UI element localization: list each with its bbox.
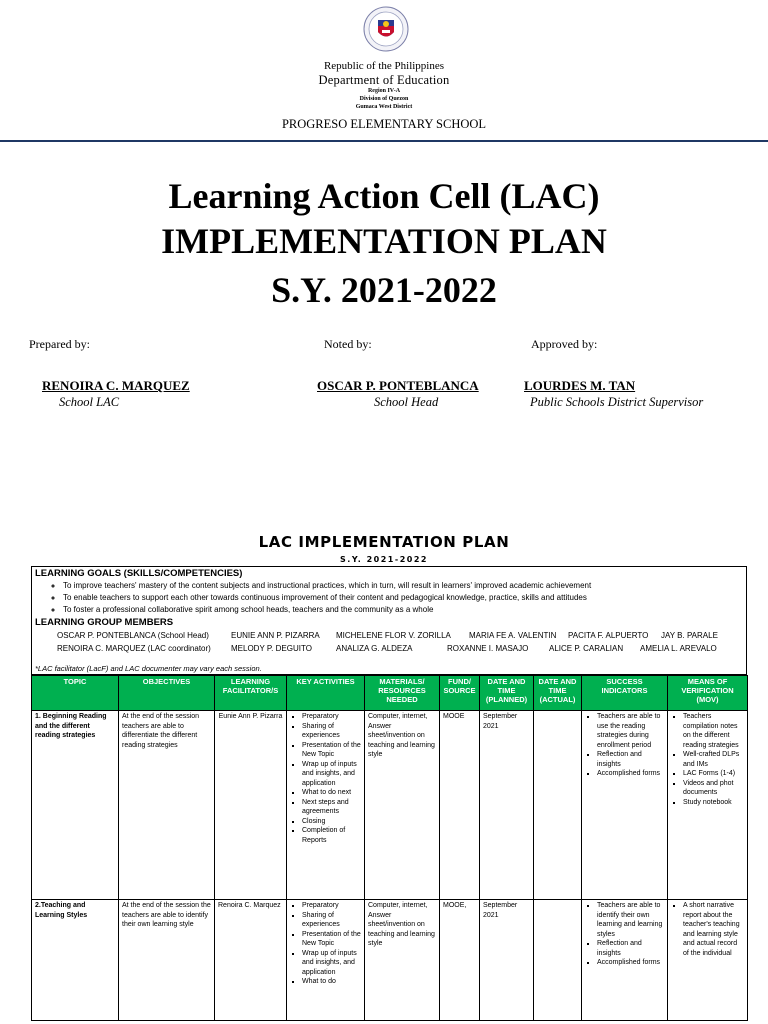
approved-by-label: Approved by: [531, 337, 598, 351]
indicator-item: ▪ Teachers are able to identify their own learning and learning styles [597, 901, 664, 939]
fund-cell: MOOE, [440, 900, 480, 1021]
mov-item: ▪ Well-crafted DLPs and IMs [683, 750, 744, 769]
prepared-by-name: RENOIRA C. MARQUEZ [42, 378, 190, 393]
plan-school-year: S.Y. 2021-2022 [340, 555, 428, 564]
indicator-item: ▪ Reflection and insights [597, 750, 664, 769]
mov-cell [668, 711, 748, 900]
indicator-item: ▪ Teachers are able to use the reading strategies during enrollment period [597, 712, 664, 750]
activity-item: ▪ Next steps and agreements [302, 798, 361, 817]
objectives-cell: At the end of the session teachers are able to differentiate the different reading strategies [119, 711, 215, 900]
member-name: MICHELENE FLOR V. ZORILLA [336, 631, 451, 640]
materials-cell: Computer, internet, Answer sheet/invention on teaching and learning style [365, 711, 440, 900]
document-title-line3: S.Y. 2021-2022 [271, 270, 497, 310]
learning-goal-item: ◦ To improve teachers' mastery of the content subjects and instructional practices, which in turn, will result in learners' improved academic achievement [63, 580, 591, 592]
facilitator-note: *LAC facilitator (LacF) and LAC documenter may vary each session. [35, 664, 262, 673]
header-division: Division of Quezon [359, 96, 409, 102]
activities-cell [287, 711, 365, 900]
member-name: EUNIE ANN P. PIZARRA [231, 631, 320, 640]
mov-item: ▪ Videos and phot documents [683, 779, 744, 798]
activity-item: ▪ Presentation of the New Topic [302, 741, 361, 760]
member-name: OSCAR P. PONTEBLANCA (School Head) [57, 631, 209, 640]
activity-item: ▪ Wrap up of inputs and insights, and application [302, 949, 361, 978]
activity-item: ▪ Completion of Reports [302, 826, 361, 845]
activity-item: ▪ What to do next [302, 788, 361, 798]
column-header: TOPIC [32, 676, 119, 711]
document-title-line2: IMPLEMENTATION PLAN [161, 221, 607, 261]
implementation-plan-table [31, 675, 748, 1021]
mov-item: ▪ Study notebook [683, 798, 744, 808]
prepared-by-role: School LAC [59, 395, 120, 409]
activity-item: ▪ Preparatory [302, 901, 361, 911]
member-name: ROXANNE I. MASAJO [447, 644, 529, 653]
facilitator-cell: Eunie Ann P. Pizarra [215, 711, 287, 900]
learning-goals-list [32, 580, 591, 616]
column-header: LEARNING FACILITATOR/S [215, 676, 287, 711]
member-name: PACITA F. ALPUERTO [568, 631, 649, 640]
activity-item: ▪ Closing [302, 817, 361, 827]
mov-item: ▪ A short narrative report about the teacher's teaching and learning style and actual record of the individual [683, 901, 744, 958]
activity-item: ▪ What to do [302, 977, 361, 987]
member-name: RENOIRA C. MARQUEZ (LAC coordinator) [57, 644, 211, 653]
header-divider [0, 140, 768, 142]
column-header: MATERIALS/ RESOURCES NEEDED [365, 676, 440, 711]
learning-goals-box [31, 566, 747, 675]
column-header: SUCCESS INDICATORS [582, 676, 668, 711]
member-name: MELODY P. DEGUITO [231, 644, 312, 653]
activity-item: ▪ Sharing of experiences [302, 911, 361, 930]
column-header: KEY ACTIVITIES [287, 676, 365, 711]
deped-seal-logo [363, 6, 409, 52]
fund-cell: MOOE [440, 711, 480, 900]
plan-title: LAC IMPLEMENTATION PLAN [258, 533, 510, 551]
column-header: OBJECTIVES [119, 676, 215, 711]
objectives-cell: At the end of the session the teachers are able to identify their own learning style [119, 900, 215, 1021]
approved-by-role: Public Schools District Supervisor [530, 395, 704, 409]
mov-cell [668, 900, 748, 1021]
materials-cell: Computer, internet, Answer sheet/invention on teaching and learning style [365, 900, 440, 1021]
member-name: ANALIZA G. ALDEZA [336, 644, 413, 653]
indicator-item: ▪ Accomplished forms [597, 769, 664, 779]
activities-cell [287, 900, 365, 1021]
date-planned-cell: September 2021 [480, 711, 534, 900]
column-header: MEANS OF VERIFICATION (MOV) [668, 676, 748, 711]
header-district: Gumaca West District [355, 104, 413, 110]
noted-by-name: OSCAR P. PONTEBLANCA [317, 378, 479, 393]
member-name: ALICE P. CARALIAN [549, 644, 624, 653]
learning-group-members-heading: LEARNING GROUP MEMBERS [35, 617, 174, 628]
activity-item: ▪ Wrap up of inputs and insights, and application [302, 760, 361, 789]
table-row [32, 711, 748, 900]
column-header: DATE AND TIME (ACTUAL) [534, 676, 582, 711]
prepared-by-label: Prepared by: [29, 337, 90, 351]
member-name: MARIA FE A. VALENTIN [469, 631, 557, 640]
noted-by-label: Noted by: [324, 337, 372, 351]
indicators-cell [582, 711, 668, 900]
indicators-cell [582, 900, 668, 1021]
column-header: DATE AND TIME (PLANNED) [480, 676, 534, 711]
header-department: Department of Education [318, 73, 450, 87]
mov-item: ▪ LAC Forms (1-4) [683, 769, 744, 779]
table-header-row [32, 676, 748, 711]
topic-cell: 2.Teaching and Learning Styles [32, 900, 119, 1021]
date-planned-cell: September 2021 [480, 900, 534, 1021]
header-school: PROGRESO ELEMENTARY SCHOOL [281, 117, 487, 131]
learning-goal-item: ◦ To enable teachers to support each other towards continuous improvement of their content and pedagogical knowledge, practice, skills and attitudes [63, 592, 591, 604]
activity-item: ▪ Presentation of the New Topic [302, 930, 361, 949]
noted-by-role: School Head [374, 395, 439, 409]
activity-item: ▪ Preparatory [302, 712, 361, 722]
topic-cell: 1. Beginning Reading and the different reading strategies [32, 711, 119, 900]
date-actual-cell [534, 900, 582, 1021]
column-header: FUND/ SOURCE [440, 676, 480, 711]
mov-item: ▪ Teachers compilation notes on the different reading strategies [683, 712, 744, 750]
indicator-item: ▪ Accomplished forms [597, 958, 664, 968]
indicator-item: ▪ Reflection and insights [597, 939, 664, 958]
member-name: JAY B. PARALE [661, 631, 718, 640]
learning-goals-heading: LEARNING GOALS (SKILLS/COMPETENCIES) [35, 568, 243, 579]
member-name: AMELIA L. AREVALO [640, 644, 717, 653]
activity-item: ▪ Sharing of experiences [302, 722, 361, 741]
document-title-line1: Learning Action Cell (LAC) [168, 176, 600, 216]
table-row [32, 900, 748, 1021]
approved-by-name: LOURDES M. TAN [524, 378, 636, 393]
facilitator-cell: Renoira C. Marquez [215, 900, 287, 1021]
learning-goal-item: ◦ To foster a professional collaborative spirit among school heads, teachers and the community as a whole [63, 604, 591, 616]
header-region: Region IV-A [367, 88, 401, 94]
header-republic: Republic of the Philippines [323, 60, 445, 72]
date-actual-cell [534, 711, 582, 900]
